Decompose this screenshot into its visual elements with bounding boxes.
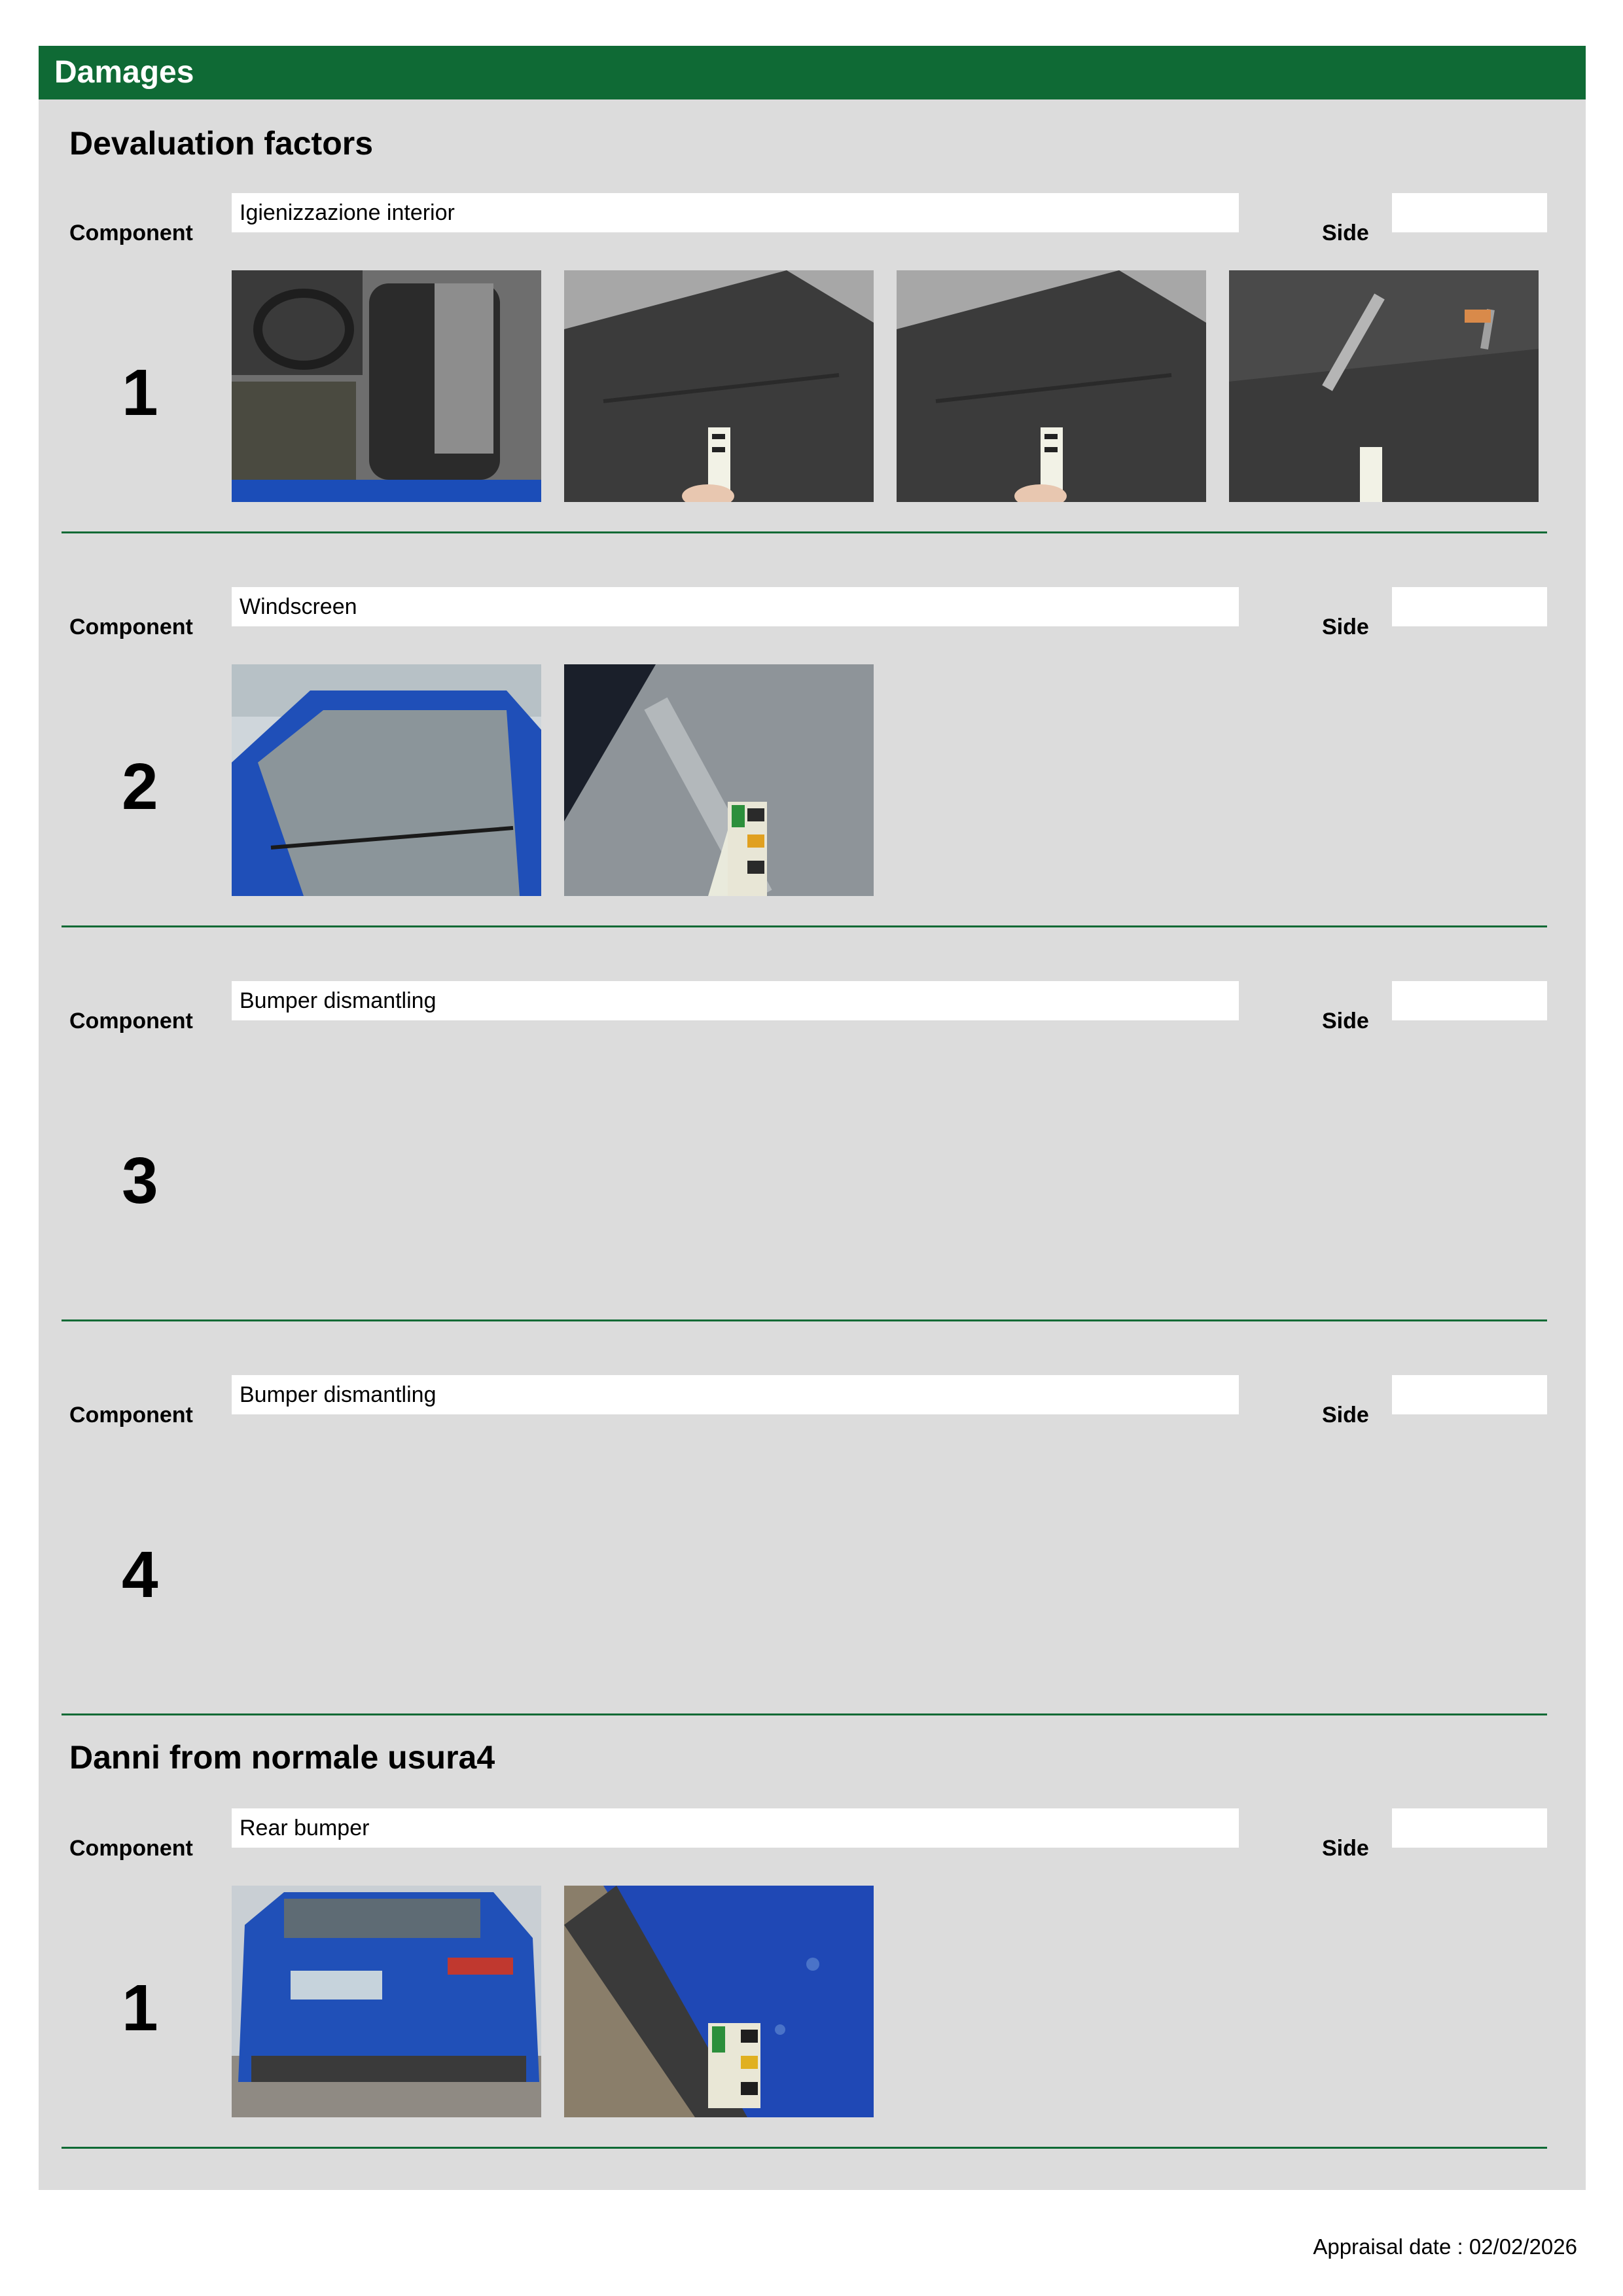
side-field [1392,193,1547,232]
component-value: Igienizzazione interior [240,200,455,225]
section-title-normal-wear: Danni from normale usura4 [69,1739,495,1776]
side-field [1392,1375,1547,1414]
damage-entry [0,193,1623,586]
rear-bumper-scratch-with-ruler-photo[interactable] [564,1886,874,2117]
component-label: Component [69,615,193,639]
component-field [232,1808,1239,1848]
damage-number: 4 [122,1538,158,1611]
section-divider [62,1713,1547,1715]
damage-number: 1 [122,1971,158,2045]
appraisal-date [1313,2234,1577,2259]
seat-cushion-with-ruler-photo[interactable] [564,270,874,502]
seat-cushion-with-ruler-photo[interactable] [897,270,1206,502]
damage-entry [0,1375,1623,1768]
component-field [232,981,1239,1020]
windscreen-chip-with-ruler-photo[interactable] [564,664,874,896]
component-field [232,1375,1239,1414]
car-interior-front-seat-photo[interactable] [232,270,541,502]
damages-header [39,46,1586,99]
side-field [1392,981,1547,1020]
section-divider [62,925,1547,927]
windscreen-photo[interactable] [232,664,541,896]
appraisal-date-label: Appraisal date : [1313,2234,1463,2259]
component-label: Component [69,1009,193,1033]
section-title-devaluation-factors: Devaluation factors [69,125,374,162]
damage-entry [0,1808,1623,2201]
component-field [232,587,1239,626]
component-label: Component [69,1403,193,1427]
rear-seat-with-ruler-photo[interactable] [1229,270,1539,502]
side-field [1392,587,1547,626]
damage-number: 1 [122,356,158,429]
component-value: Rear bumper [240,1816,370,1840]
side-label: Side [1322,221,1369,245]
damage-entry [0,587,1623,980]
side-label: Side [1322,1836,1369,1861]
component-value: Bumper dismantling [240,988,437,1013]
side-label: Side [1322,1403,1369,1427]
side-label: Side [1322,615,1369,639]
component-label: Component [69,1836,193,1861]
damage-entry [0,981,1623,1374]
section-divider [62,1319,1547,1321]
header-title: Damages [54,55,194,90]
component-value: Windscreen [240,594,357,619]
car-rear-skoda-photo[interactable] [232,1886,541,2117]
appraisal-date-value: 02/02/2026 [1469,2234,1577,2259]
section-divider [62,531,1547,533]
component-field [232,193,1239,232]
component-value: Bumper dismantling [240,1382,437,1407]
section-divider [62,2147,1547,2149]
side-label: Side [1322,1009,1369,1033]
damage-number: 3 [122,1144,158,1217]
component-label: Component [69,221,193,245]
side-field [1392,1808,1547,1848]
damage-number: 2 [122,750,158,823]
